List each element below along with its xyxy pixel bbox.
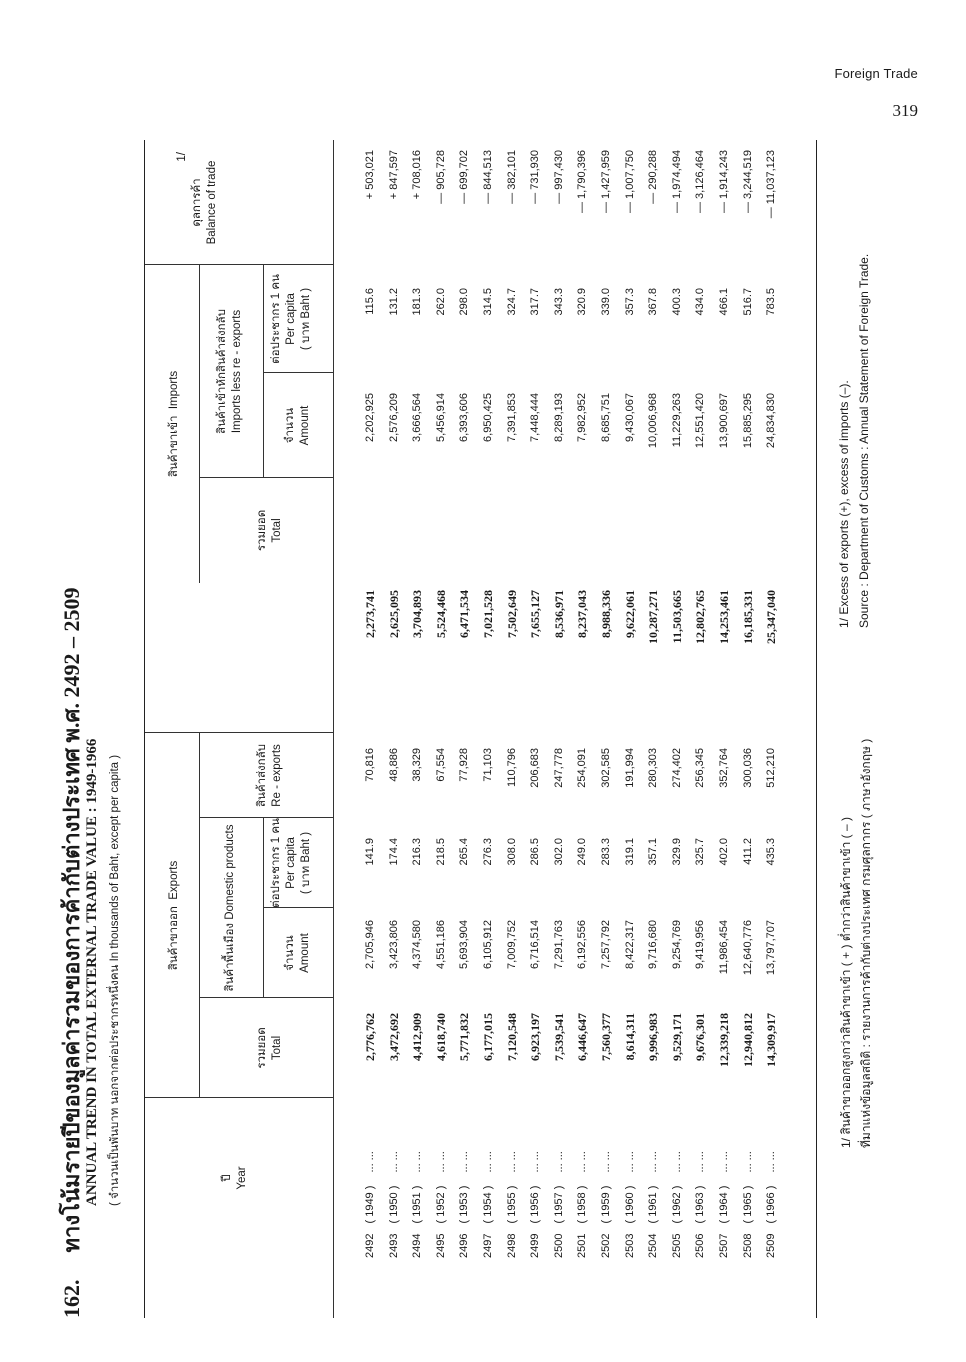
cell-dom-pc: 435.3 [765, 838, 778, 866]
cell-balance: — 3,244,519 [741, 150, 754, 213]
table-row [385, 140, 403, 1318]
cell-exp-total: 3,472,692 [386, 1013, 401, 1061]
cell-exp-total: 6,923,197 [528, 1013, 543, 1061]
cell-imp-pc: 357.3 [623, 288, 636, 316]
cell-exp-total: 4,412,909 [410, 1013, 425, 1061]
cell-reexp: 38,329 [411, 748, 424, 782]
col-imp-total: รวมยอด Total [256, 509, 283, 552]
cell-dom-amount: 9,716,680 [647, 920, 660, 969]
cell-imp-total: 7,021,528 [481, 590, 495, 638]
cell-imp-total: 6,471,534 [457, 590, 472, 638]
year-be: 2499 [529, 1233, 542, 1258]
table-row [432, 140, 450, 1318]
year-be: 2492 [364, 1233, 376, 1258]
cell-reexp: 280,303 [647, 748, 660, 788]
cell-balance: + 708,016 [411, 150, 424, 200]
year-be: 2495 [434, 1233, 447, 1258]
header-bottom-rule [333, 140, 334, 1318]
source-thai: ที่มาแห่งข้อมูลสถิติ : รายงานการค้ากับต่างประเทศ กรมศุลกากร ( ภาษาอังกฤษ ) [859, 738, 873, 1148]
cell-reexp: 67,554 [434, 748, 447, 782]
cell-balance: — 1,427,959 [600, 150, 612, 213]
cell-balance: — 844,513 [482, 150, 494, 204]
cell-imp-pc: 516.7 [741, 288, 754, 316]
table-row [621, 140, 639, 1318]
leader-dots: ... ... [600, 1151, 612, 1176]
table-row [479, 140, 497, 1318]
cell-reexp: 247,778 [552, 748, 565, 788]
cell-dom-amount: 8,422,317 [623, 920, 636, 969]
leader-dots: ... ... [387, 1151, 400, 1176]
year-be: 2494 [411, 1233, 424, 1258]
year-ce: ( 1964 ) [718, 1185, 730, 1224]
cell-reexp: 254,091 [576, 748, 589, 788]
source-english: Source : Department of Customs : Annual Statement of Foreign Trade. [857, 253, 871, 628]
section-title: Foreign Trade [834, 66, 918, 81]
footnote-thai: 1/ สินค้าขาออกสูงกว่าสินค้าขาเข้า ( + ) ต่ำกว่าสินค้าขาเข้า ( – ) [839, 816, 853, 1148]
cell-exp-total: 12,339,218 [717, 1013, 731, 1067]
cell-imp-total: 5,524,468 [433, 590, 448, 638]
cell-imp-pc: 314.5 [482, 288, 494, 316]
cell-dom-pc: 302.0 [552, 838, 565, 866]
cell-imp-pc: 343.3 [552, 288, 565, 316]
year-be: 2502 [600, 1233, 612, 1258]
cell-imp-pc: 131.2 [387, 288, 400, 316]
leader-dots: ... ... [670, 1151, 683, 1176]
cell-exp-total: 9,529,171 [669, 1013, 684, 1061]
cell-reexp: 191,994 [623, 748, 636, 788]
cell-imp-amount: 10,006,968 [647, 393, 660, 449]
cell-imp-total: 11,503,665 [669, 590, 684, 644]
table-row [644, 140, 662, 1318]
year-ce: ( 1951 ) [411, 1185, 424, 1224]
cell-imp-amount: 11,229,263 [670, 393, 683, 448]
col-exports: สินค้าขาออก Exports [168, 860, 180, 971]
cell-dom-pc: 276.3 [482, 838, 494, 866]
source-note [857, 148, 876, 1148]
year-be: 2508 [741, 1233, 754, 1258]
col-domestic: สินค้าพื้นเมือง Domestic products [224, 824, 236, 992]
cell-imp-amount: 6,393,606 [458, 393, 471, 442]
cell-dom-amount: 6,192,556 [576, 920, 589, 969]
cell-reexp: 274,402 [670, 748, 683, 788]
cell-imp-amount: 8,289,193 [552, 393, 565, 442]
cell-exp-total: 8,614,311 [622, 1013, 637, 1061]
cell-imp-pc: 115.6 [364, 288, 376, 315]
cell-balance: — 731,930 [529, 150, 542, 204]
cell-imp-amount: 2,202,925 [364, 393, 376, 442]
table-row [739, 140, 757, 1318]
cell-exp-total: 4,618,740 [433, 1013, 448, 1061]
year-ce: ( 1965 ) [741, 1185, 754, 1224]
cell-dom-pc: 319.1 [623, 838, 636, 866]
cell-imp-total: 9,622,061 [622, 590, 637, 638]
exports-group-rule [199, 733, 200, 1098]
cell-dom-pc: 174.4 [387, 838, 400, 866]
col-year: ปี Year [221, 1166, 248, 1190]
leader-dots: ... ... [482, 1151, 494, 1176]
table-row [361, 140, 379, 1318]
cell-imp-total: 8,237,043 [575, 590, 590, 638]
cell-balance: — 997,430 [552, 150, 565, 204]
cell-imp-amount: 6,950,425 [482, 393, 494, 442]
cell-exp-total: 7,539,541 [551, 1013, 566, 1061]
cell-exp-total: 2,776,762 [363, 1013, 377, 1061]
cell-imp-amount: 9,430,067 [623, 393, 636, 442]
year-be: 2509 [765, 1233, 778, 1258]
cell-reexp: 71,103 [482, 748, 494, 782]
imports-group-rule [199, 265, 200, 583]
cell-imp-total: 12,802,765 [693, 590, 708, 644]
cell-imp-amount: 15,885,295 [741, 393, 754, 449]
cell-balance: — 1,974,494 [670, 150, 683, 213]
cell-balance: — 1,914,243 [718, 150, 730, 213]
cell-reexp: 206,683 [529, 748, 542, 788]
leader-dots: ... ... [458, 1151, 471, 1176]
leader-dots: ... ... [411, 1151, 424, 1176]
leader-dots: ... ... [364, 1151, 376, 1176]
cell-imp-total: 8,536,971 [551, 590, 566, 638]
cell-balance: — 11,037,123 [765, 150, 778, 219]
cell-dom-pc: 325.7 [694, 838, 707, 866]
year-ce: ( 1962 ) [670, 1185, 683, 1224]
cell-balance: — 699,702 [458, 150, 471, 204]
cell-dom-amount: 4,551,186 [434, 920, 447, 969]
year-ce: ( 1957 ) [552, 1185, 565, 1224]
cell-balance: + 847,597 [387, 150, 400, 200]
cell-reexp: 48,886 [387, 748, 400, 782]
cell-dom-pc: 216.3 [411, 838, 424, 866]
cell-dom-pc: 249.0 [576, 838, 589, 866]
leader-dots: ... ... [505, 1151, 518, 1176]
cell-exp-total: 6,177,015 [481, 1013, 495, 1061]
col-balance: 1/ ดุลการค้า Balance of trade [176, 152, 218, 245]
col-exp-total: รวมยอด Total [256, 1027, 283, 1069]
cell-imp-amount: 8,685,751 [600, 393, 612, 442]
leader-dots: ... ... [529, 1151, 542, 1176]
table-row [573, 140, 591, 1318]
cell-balance: — 1,790,396 [576, 150, 589, 213]
col-reexports: สินค้าส่งกลับ Re - exports [256, 744, 283, 807]
year-be: 2500 [552, 1233, 565, 1258]
table-unit-note: ( จำนวนเป็นพันบาท นอกจากต่อประชากรหนึ่งคน In thousands of Baht, except per capita ) [109, 754, 121, 1206]
cell-exp-total: 12,940,812 [740, 1013, 755, 1067]
table-row [715, 140, 733, 1318]
col-dom-amount: จำนวน Amount [284, 933, 311, 973]
cell-dom-pc: 329.9 [670, 838, 683, 866]
cell-balance: — 382,101 [505, 150, 518, 204]
cell-reexp: 302,585 [600, 748, 612, 788]
cell-imp-pc: 320.9 [576, 288, 589, 316]
col-imports-less: สินค้าเข้าหักสินค้าส่งกลับ Imports less re - exports [216, 309, 243, 434]
year-ce: ( 1958 ) [576, 1185, 589, 1224]
cell-reexp: 77,928 [458, 748, 471, 782]
cell-balance: + 503,021 [364, 150, 376, 200]
cell-imp-amount: 5,456,914 [434, 393, 447, 442]
table-row [503, 140, 521, 1318]
cell-imp-amount: 7,391,853 [505, 393, 518, 442]
cell-imp-total: 2,273,741 [363, 590, 377, 638]
cell-exp-total: 9,996,983 [646, 1013, 661, 1061]
cell-imp-total: 8,988,336 [599, 590, 613, 638]
table-row [408, 140, 426, 1318]
leader-dots: ... ... [694, 1151, 707, 1176]
cell-imp-pc: 400.3 [670, 288, 683, 316]
cell-imp-total: 2,625,095 [386, 590, 401, 638]
cell-dom-pc: 286.5 [529, 838, 542, 866]
year-be: 2503 [623, 1233, 636, 1258]
cell-dom-amount: 13,797,707 [765, 920, 778, 976]
cell-imp-total: 16,185,331 [740, 590, 755, 644]
year-be: 2504 [647, 1233, 660, 1258]
leader-dots: ... ... [718, 1151, 730, 1176]
year-ce: ( 1960 ) [623, 1185, 636, 1224]
cell-dom-pc: 411.2 [741, 838, 754, 865]
year-ce: ( 1961 ) [647, 1185, 660, 1224]
year-be: 2498 [505, 1233, 518, 1258]
cell-imp-total: 14,253,461 [717, 590, 731, 644]
table-row [668, 140, 686, 1318]
year-be: 2497 [482, 1233, 494, 1258]
cell-dom-amount: 9,254,769 [670, 920, 683, 969]
cell-dom-amount: 6,716,514 [529, 920, 542, 969]
cell-dom-pc: 218.5 [434, 838, 447, 866]
table-row [691, 140, 709, 1318]
cell-imp-amount: 13,900,697 [718, 393, 730, 449]
table-title-thai-text: ทางโน้มรายปีของมูลค่ารวมของการค้ากับต่างประเทศ พ.ศ. 2492 – 2509 [59, 587, 84, 1253]
leader-dots: ... ... [765, 1151, 778, 1176]
col-imp-amount: จำนวน Amount [284, 405, 311, 446]
cell-reexp: 70,816 [364, 748, 376, 782]
table-row [597, 140, 615, 1318]
footnote-excess [837, 148, 856, 1148]
cell-imp-amount: 24,834,830 [765, 393, 778, 449]
cell-imp-amount: 7,982,952 [576, 393, 589, 442]
table-number: 162. [59, 1279, 84, 1318]
cell-imp-pc: 783.5 [765, 288, 778, 316]
cell-dom-amount: 7,257,792 [600, 920, 612, 969]
year-be: 2493 [387, 1233, 400, 1258]
col-dom-per-capita: ต่อประชากร 1 คน Per capita ( บาท Baht ) [270, 818, 312, 908]
leader-dots: ... ... [434, 1151, 447, 1176]
cell-reexp: 512,210 [765, 748, 778, 788]
leader-dots: ... ... [741, 1151, 754, 1176]
cell-dom-pc: 283.3 [600, 838, 612, 866]
footnote-english: 1/ Excess of exports (+), excess of imports (–). [837, 380, 851, 628]
cell-exp-total: 5,771,832 [457, 1013, 472, 1061]
cell-dom-pc: 357.1 [647, 838, 660, 866]
leader-dots: ... ... [576, 1151, 589, 1176]
cell-imp-pc: 324.7 [505, 288, 518, 316]
cell-imp-pc: 298.0 [458, 288, 471, 316]
page-number: 319 [892, 101, 918, 120]
cell-imp-total: 25,347,040 [764, 590, 779, 644]
cell-imp-pc: 317.7 [529, 288, 542, 316]
year-ce: ( 1959 ) [600, 1185, 612, 1224]
leader-dots: ... ... [647, 1151, 660, 1176]
cell-imp-amount: 3,666,564 [411, 393, 424, 442]
cell-reexp: 352,764 [718, 748, 730, 788]
cell-balance: — 1,007,750 [623, 150, 636, 213]
year-be: 2496 [458, 1233, 471, 1258]
cell-dom-pc: 402.0 [718, 838, 730, 866]
year-be: 2506 [694, 1233, 707, 1258]
cell-dom-amount: 4,374,580 [411, 920, 424, 969]
year-ce: ( 1952 ) [434, 1185, 447, 1224]
table-row [526, 140, 544, 1318]
cell-imp-pc: 466.1 [718, 288, 730, 316]
cell-reexp: 110,796 [505, 748, 518, 787]
year-ce: ( 1966 ) [765, 1185, 778, 1224]
cell-imp-pc: 339.0 [600, 288, 612, 316]
year-be: 2507 [718, 1233, 730, 1258]
cell-imp-total: 7,655,127 [528, 590, 543, 638]
cell-dom-pc: 141.9 [364, 838, 376, 866]
year-ce: ( 1956 ) [529, 1185, 542, 1224]
cell-dom-pc: 308.0 [505, 838, 518, 866]
cell-dom-amount: 5,693,904 [458, 920, 471, 969]
cell-balance: — 905,728 [434, 150, 447, 204]
cell-exp-total: 7,560,377 [599, 1013, 613, 1061]
year-ce: ( 1949 ) [364, 1185, 376, 1224]
cell-dom-amount: 9,419,956 [694, 920, 707, 969]
leader-dots: ... ... [552, 1151, 565, 1176]
cell-imp-pc: 367.8 [647, 288, 660, 316]
cell-dom-amount: 7,291,763 [552, 920, 565, 969]
cell-imp-amount: 7,448,444 [529, 393, 542, 442]
trade-table [144, 140, 817, 1318]
year-ce: ( 1954 ) [482, 1185, 494, 1224]
col-imports: สินค้าขาเข้า Imports [168, 370, 180, 478]
cell-imp-amount: 12,551,420 [694, 393, 707, 449]
year-ce: ( 1953 ) [458, 1185, 471, 1224]
cell-imp-total: 7,502,649 [504, 590, 519, 638]
cell-dom-amount: 7,009,752 [505, 920, 518, 969]
cell-dom-pc: 265.4 [458, 838, 471, 866]
col-imp-per-capita: ต่อประชากร 1 คน Per capita ( บาท Baht ) [270, 274, 312, 364]
cell-dom-amount: 2,705,946 [364, 920, 376, 969]
cell-imp-pc: 181.3 [411, 288, 424, 316]
cell-dom-amount: 3,423,806 [387, 920, 400, 969]
cell-exp-total: 7,120,548 [504, 1013, 519, 1061]
cell-imp-total: 10,287,271 [646, 590, 661, 644]
cell-imp-amount: 2,576,209 [387, 393, 400, 442]
cell-imp-total: 3,704,893 [410, 590, 425, 638]
domestic-group-rule [263, 818, 264, 998]
cell-reexp: 256,345 [694, 748, 707, 788]
year-ce: ( 1950 ) [387, 1185, 400, 1224]
cell-exp-total: 9,676,301 [693, 1013, 708, 1061]
cell-balance: — 290,288 [647, 150, 660, 204]
cell-dom-amount: 6,105,912 [482, 920, 494, 969]
rotated-table-block [54, 58, 884, 1318]
cell-imp-pc: 434.0 [694, 288, 707, 316]
table-row [455, 140, 473, 1318]
table-title-english: ANNUAL TREND IN TOTAL EXTERNAL TRADE VALUE : 1949-1966 [84, 738, 100, 1206]
cell-exp-total: 14,309,917 [764, 1013, 779, 1067]
table-row [550, 140, 568, 1318]
year-be: 2501 [576, 1233, 589, 1258]
cell-reexp: 300,036 [741, 748, 754, 788]
cell-imp-pc: 262.0 [434, 288, 447, 316]
cell-dom-amount: 11,986,454 [718, 920, 730, 975]
cell-exp-total: 6,446,647 [575, 1013, 590, 1061]
cell-dom-amount: 12,640,776 [741, 920, 754, 976]
cell-balance: — 3,126,464 [694, 150, 707, 213]
year-be: 2505 [670, 1233, 683, 1258]
table-row [762, 140, 780, 1318]
year-ce: ( 1963 ) [694, 1185, 707, 1224]
year-ce: ( 1955 ) [505, 1185, 518, 1224]
leader-dots: ... ... [623, 1151, 636, 1176]
